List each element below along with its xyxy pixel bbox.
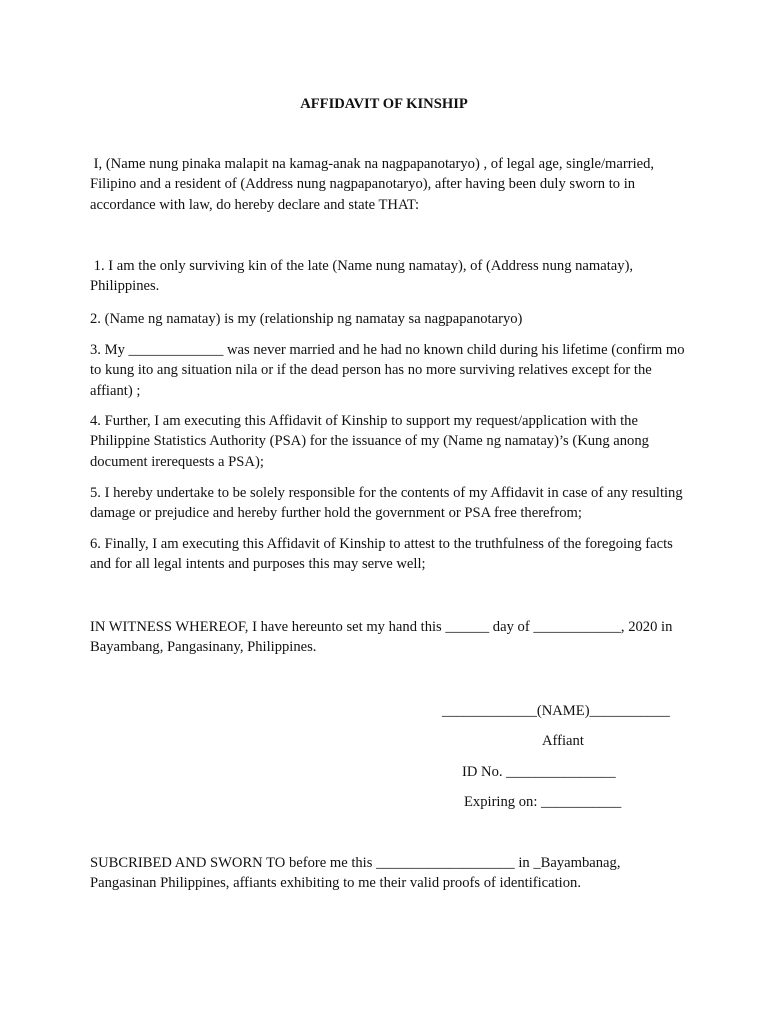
- statement-item-6: 6. Finally, I am executing this Affidavit of Kinship to attest to the truthfulness of the foregoing facts and for all legal intents and purposes this may serve well;: [90, 536, 677, 573]
- statement-item-2: 2. (Name ng namatay) is my (relationship ng namatay sa nagpapanotaryo): [90, 311, 523, 327]
- statement-item-4: 4. Further, I am executing this Affidavit of Kinship to support my request/application with the Philippine Statistics Authority (PSA) for the issuance of my (Name ng namatay)’s (Kung anong document irerequests a PSA);: [90, 413, 653, 470]
- subscribed-paragraph: SUBCRIBED AND SWORN TO before me this ___________________ in _Bayambanag, Pangasinan Philippines, affiants exhibiting to me their valid proofs of identification.: [90, 855, 625, 892]
- statement-item-5: 5. I hereby undertake to be solely responsible for the contents of my Affidavit in case of any resulting damage or prejudice and hereby further hold the government or PSA free therefrom;: [90, 485, 687, 522]
- statement-item-1: 1. I am the only surviving kin of the late (Name nung namatay), of (Address nung namatay), Philippines.: [90, 258, 637, 295]
- signature-expiring-on: Expiring on: ___________: [464, 794, 622, 810]
- signature-affiant-label: Affiant: [542, 733, 584, 749]
- intro-paragraph: I, (Name nung pinaka malapit na kamag-anak na nagpapanotaryo) , of legal age, single/married, Filipino and a resident of (Address nung nagpapanotaryo), after having been duly sworn to in accordance with law, do hereby declare and state THAT:: [90, 156, 658, 213]
- signature-name-line: _____________(NAME)___________: [442, 703, 670, 719]
- statement-item-3: 3. My _____________ was never married and he had no known child during his lifetime (confirm mo to kung ito ang situation nila or if the dead person has no more surviving relatives except for the affiant) ;: [90, 342, 689, 399]
- document-title: AFFIDAVIT OF KINSHIP: [300, 96, 468, 112]
- witness-paragraph: IN WITNESS WHEREOF, I have hereunto set my hand this ______ day of ____________, 2020 in Bayambang, Pangasinany, Philippines.: [90, 619, 677, 656]
- signature-id-number: ID No. _______________: [462, 764, 616, 780]
